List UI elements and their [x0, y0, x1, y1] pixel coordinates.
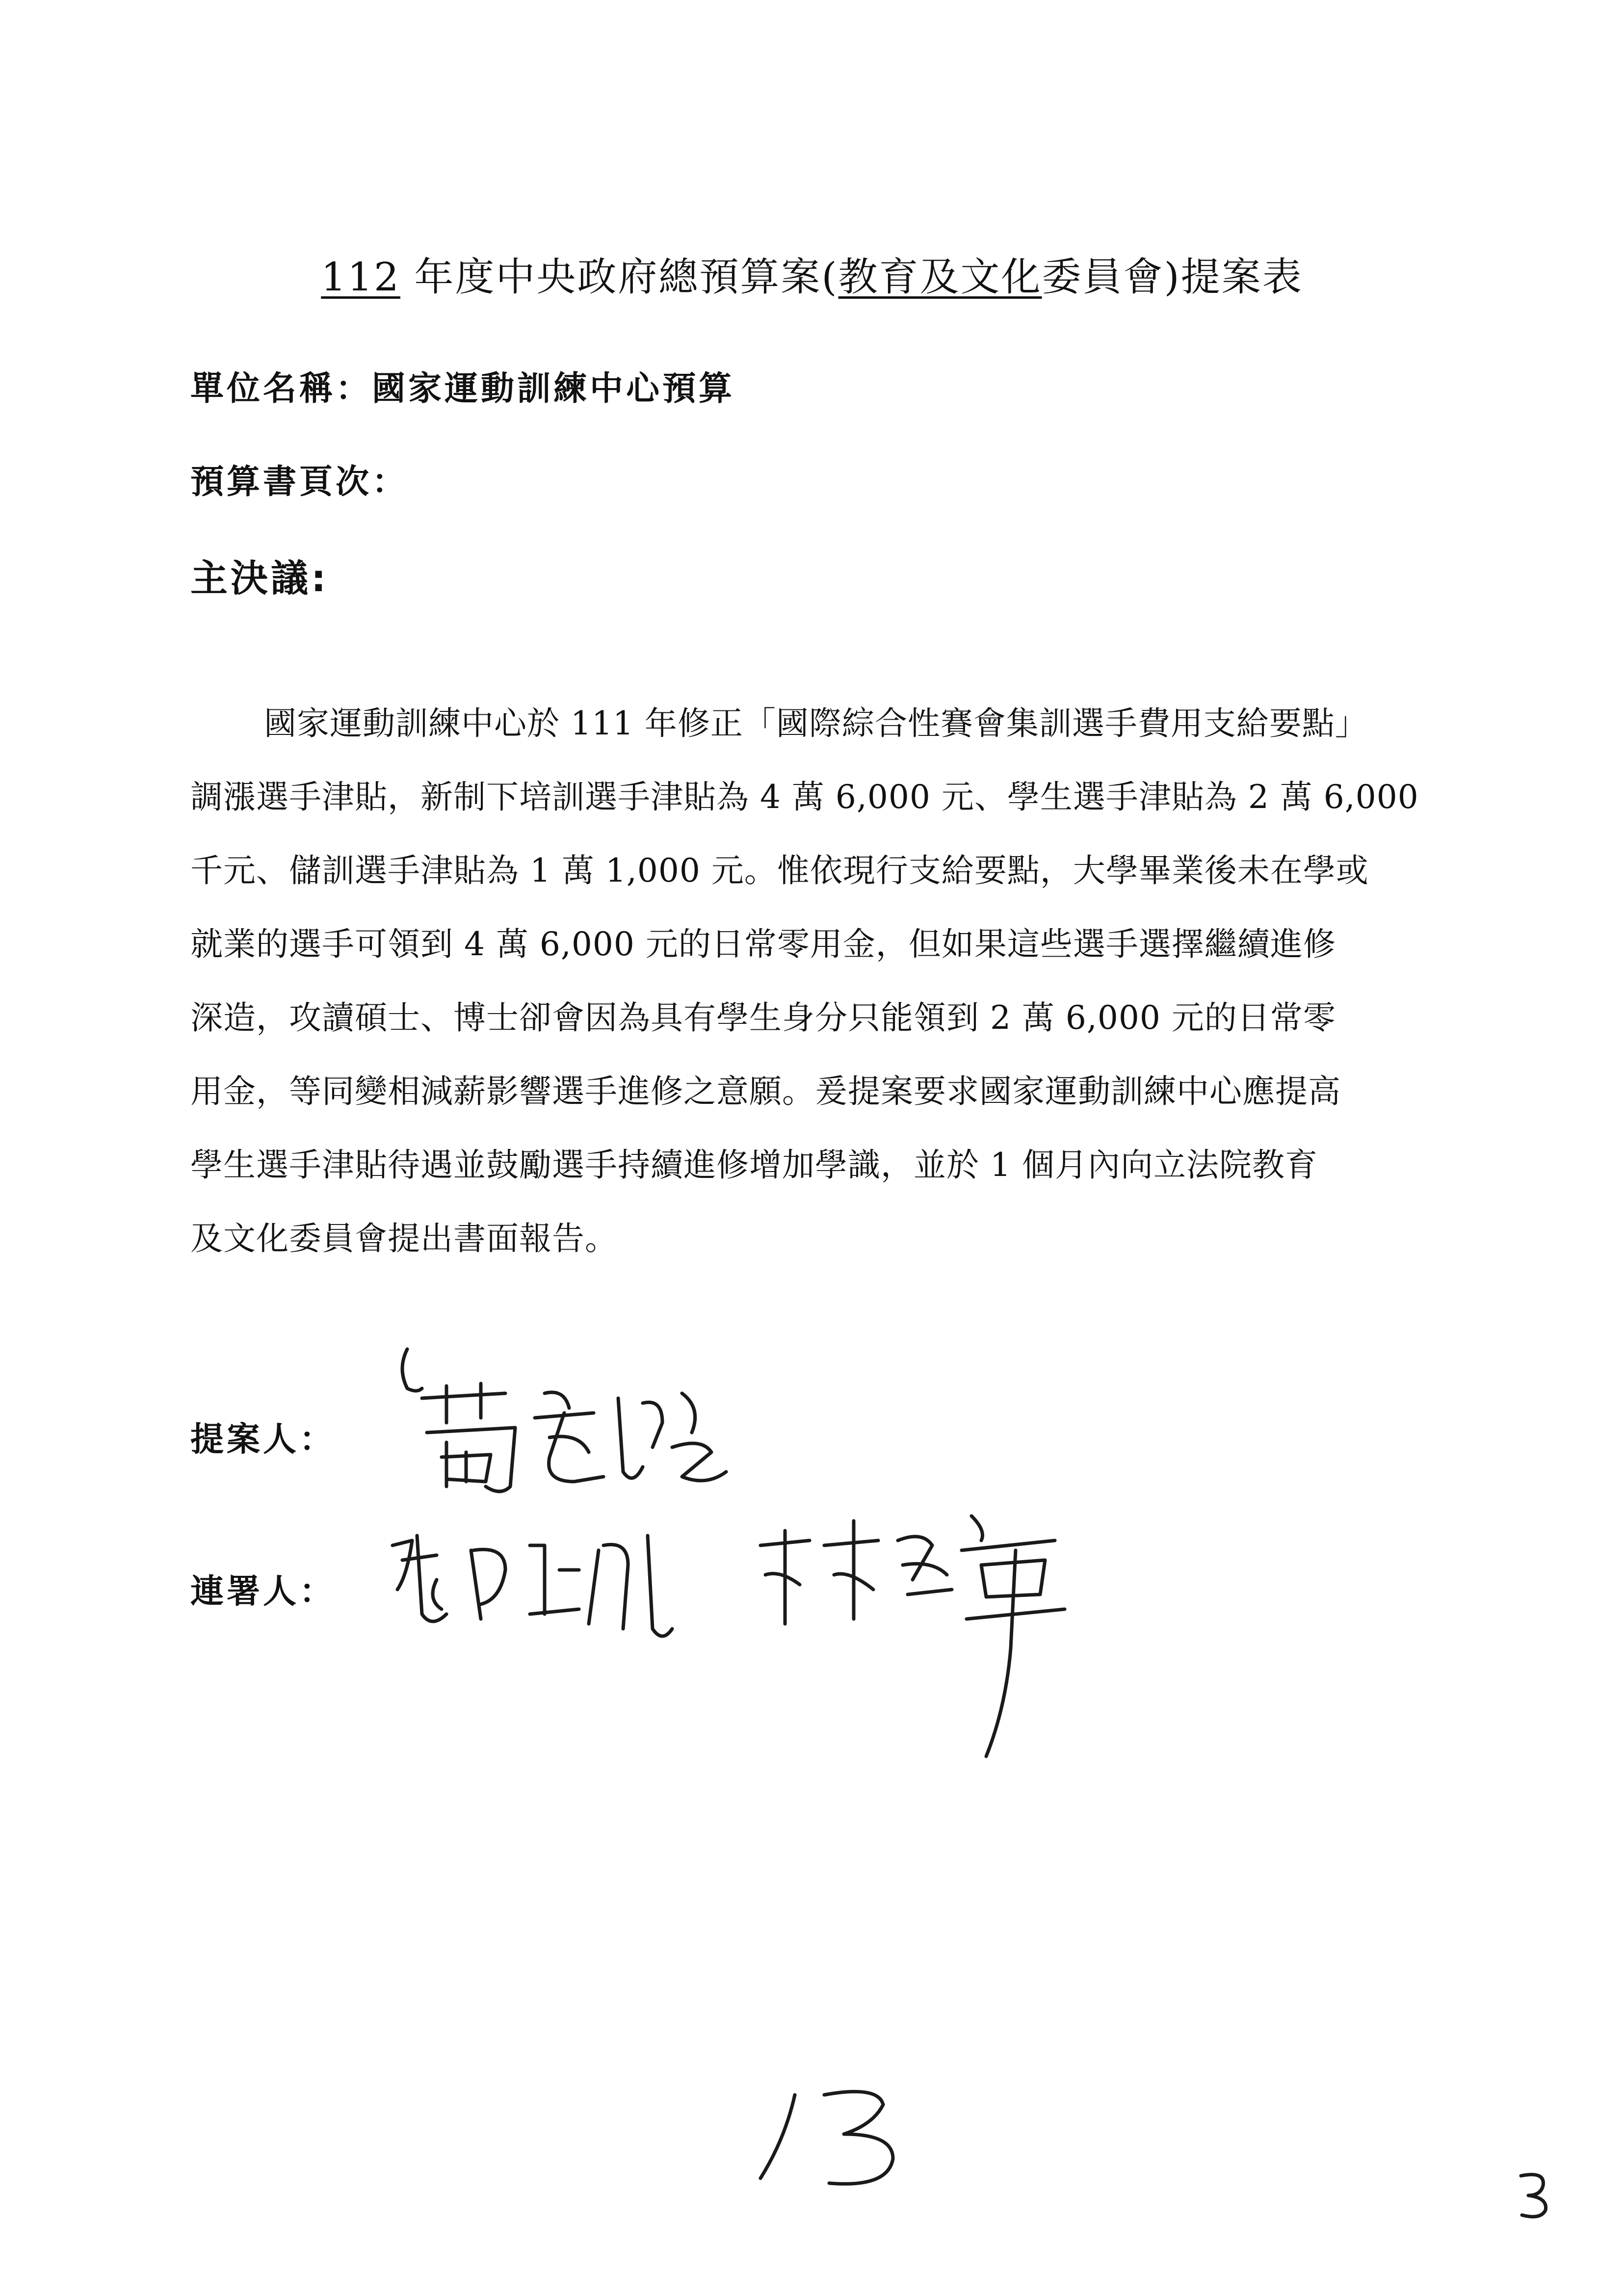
body-line: 用金，等同變相減薪影響選手進修之意願。爰提案要求國家運動訓練中心應提高	[190, 1072, 1341, 1110]
proposer-signature	[388, 1339, 741, 1526]
cosigner-label: 連署人：	[190, 1572, 336, 1611]
body-line: 就業的選手可領到 4 萬 6,000 元的日常零用金，但如果這些選手選擇繼續進修	[190, 925, 1336, 963]
body-line: 及文化委員會提出書面報告。	[190, 1220, 618, 1257]
cosigner-signature-1	[383, 1516, 726, 1663]
body-line: 調漲選手津貼，新制下培訓選手津貼為 4 萬 6,000 元、學生選手津貼為 2 萬 6,000	[190, 778, 1419, 816]
title-part1: 年度中央政府總預算案(	[400, 254, 838, 300]
body-line: 國家運動訓練中心於 111 年修正「國際綜合性賽會集訓選手費用支給要點」	[264, 704, 1368, 742]
body-line: 千元、儲訓選手津貼為 1 萬 1,000 元。惟依現行支給要點，大學畢業後未在學或	[190, 852, 1369, 889]
resolution-body	[190, 687, 1456, 1276]
body-line: 深造，攻讀碩士、博士卻會因為具有學生身分只能領到 2 萬 6,000 元的日常零	[190, 999, 1336, 1037]
budget-page: 預算書頁次：	[190, 463, 409, 501]
proposer-label: 提案人：	[190, 1420, 336, 1459]
main-resolution-heading: 主決議:	[190, 556, 329, 600]
unit-name: 單位名稱：國家運動訓練中心預算	[190, 369, 735, 408]
title-part2: 委員會)提案表	[1042, 254, 1303, 300]
handwritten-page-number-13	[751, 2080, 913, 2198]
body-line: 學生選手津貼待遇並鼓勵選手持續進修增加學識，並於 1 個月內向立法院教育	[190, 1146, 1318, 1184]
title-year: 112	[321, 254, 400, 300]
title-committee: 教育及文化	[838, 254, 1042, 300]
document-title	[0, 245, 1624, 302]
corner-page-number-3	[1516, 2168, 1555, 2222]
cosigner-signature-2	[751, 1501, 1124, 1776]
